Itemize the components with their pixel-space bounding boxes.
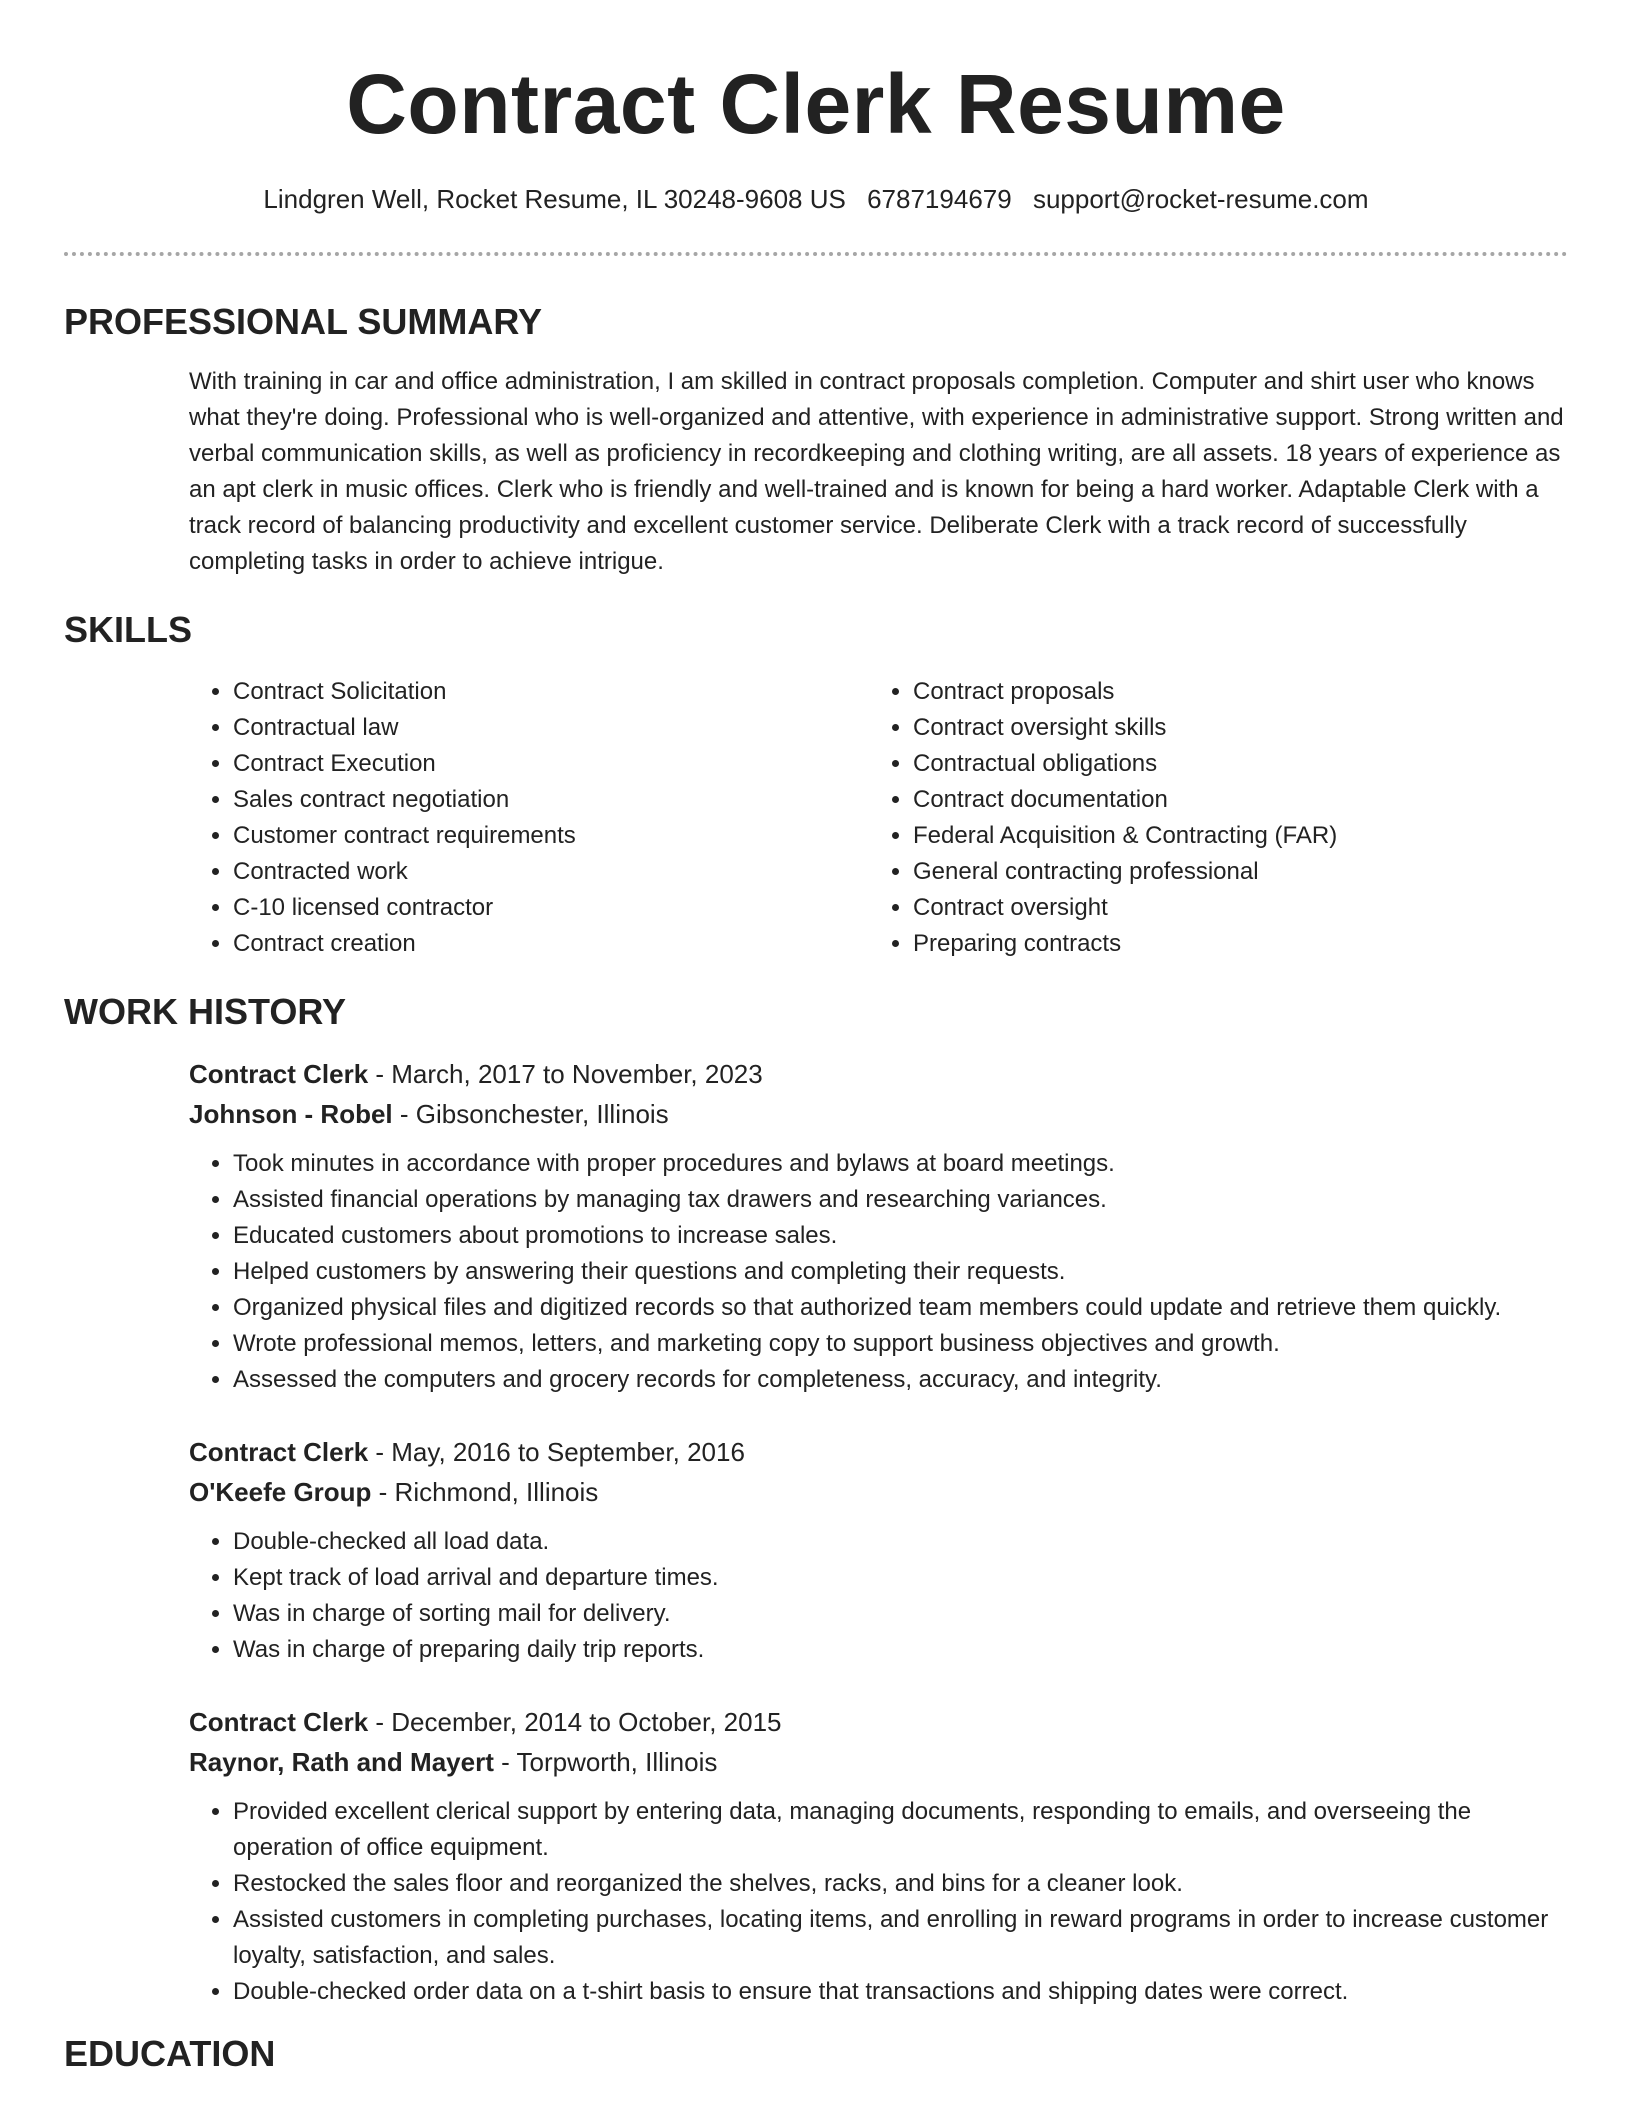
header-divider xyxy=(64,252,1568,256)
job-company: Johnson - Robel xyxy=(189,1099,393,1129)
skill-item: • Contractual law xyxy=(233,710,869,746)
skill-item: • Contract documentation xyxy=(913,782,1549,818)
duty-item: • Educated customers about promotions to increase sales. xyxy=(233,1218,1568,1254)
skill-item: • Contract Execution xyxy=(233,746,869,782)
job-company: O'Keefe Group xyxy=(189,1477,372,1507)
skill-item: • Contract creation xyxy=(233,926,869,962)
summary-heading: PROFESSIONAL SUMMARY xyxy=(64,301,543,342)
job-location: - Gibsonchester, Illinois xyxy=(392,1099,669,1129)
summary-section xyxy=(64,300,1568,580)
job-dates: - March, 2017 to November, 2023 xyxy=(368,1059,763,1089)
duty-item: • Helped customers by answering their questions and completing their requests. xyxy=(233,1254,1568,1290)
job-dates: - December, 2014 to October, 2015 xyxy=(368,1707,782,1737)
contact-address: Lindgren Well, Rocket Resume, IL 30248-9608 US xyxy=(263,184,846,214)
duty-item: • Assisted customers in completing purchases, locating items, and enrolling in reward programs in order to increase customer loyalty, satisfaction, and sales. xyxy=(233,1902,1568,1974)
skill-item: • Contract oversight skills xyxy=(913,710,1549,746)
skill-item: • Preparing contracts xyxy=(913,926,1549,962)
skill-item: • Contract oversight xyxy=(913,890,1549,926)
skill-item: • Sales contract negotiation xyxy=(233,782,869,818)
skills-list-left xyxy=(189,674,869,962)
duty-item: • Was in charge of sorting mail for delivery. xyxy=(233,1596,1568,1632)
duty-item: • Assisted financial operations by managing tax drawers and researching variances. xyxy=(233,1182,1568,1218)
job-entry xyxy=(189,1702,1568,2010)
duty-item: • Assessed the computers and grocery records for completeness, accuracy, and integrity. xyxy=(233,1362,1568,1398)
skills-columns xyxy=(189,674,1568,962)
skills-section xyxy=(64,608,1568,962)
skill-item: • C-10 licensed contractor xyxy=(233,890,869,926)
job-location: - Torpworth, Illinois xyxy=(493,1747,718,1777)
contact-line xyxy=(64,182,1568,216)
skills-heading: SKILLS xyxy=(64,609,193,650)
skill-item: • Customer contract requirements xyxy=(233,818,869,854)
job-duties xyxy=(189,1794,1568,2010)
duty-item: • Was in charge of preparing daily trip reports. xyxy=(233,1632,1568,1668)
duty-item: • Wrote professional memos, letters, and marketing copy to support business objectives and growth. xyxy=(233,1326,1568,1362)
contact-phone: 6787194679 xyxy=(867,184,1012,214)
job-company-line xyxy=(189,1094,1568,1134)
work-history-section xyxy=(64,990,1568,2010)
skill-item: • General contracting professional xyxy=(913,854,1549,890)
duty-item: • Took minutes in accordance with proper procedures and bylaws at board meetings. xyxy=(233,1146,1568,1182)
skill-item: • Contract proposals xyxy=(913,674,1549,710)
duty-item: • Kept track of load arrival and departure times. xyxy=(233,1560,1568,1596)
duty-item: • Provided excellent clerical support by entering data, managing documents, responding to emails, and overseeing the operation of office equipment. xyxy=(233,1794,1568,1866)
duty-item: • Restocked the sales floor and reorganized the shelves, racks, and bins for a cleaner look. xyxy=(233,1866,1568,1902)
resume-title: Contract Clerk Resume xyxy=(346,57,1286,151)
skills-list-right xyxy=(869,674,1549,962)
duty-item: • Double-checked order data on a t-shirt basis to ensure that transactions and shipping dates were correct. xyxy=(233,1974,1568,2010)
work-history-heading: WORK HISTORY xyxy=(64,991,347,1032)
job-title: Contract Clerk xyxy=(189,1059,369,1089)
education-heading: EDUCATION xyxy=(64,2033,276,2074)
job-company-line xyxy=(189,1742,1568,1782)
skill-item: • Contract Solicitation xyxy=(233,674,869,710)
skill-item: • Federal Acquisition & Contracting (FAR) xyxy=(913,818,1549,854)
contact-email: support@rocket-resume.com xyxy=(1032,184,1369,214)
job-title-line xyxy=(189,1432,1568,1472)
job-title-line xyxy=(189,1054,1568,1094)
job-duties xyxy=(189,1146,1568,1398)
duty-item: • Double-checked all load data. xyxy=(233,1524,1568,1560)
job-company: Raynor, Rath and Mayert xyxy=(189,1747,494,1777)
summary-text: With training in car and office administration, I am skilled in contract proposals completion. Computer and shirt user who knows what they're doing. Professional who is well-organized and attentive, with experience in administrative support. Strong written and verbal communication skills, as well as proficiency in recordkeeping and clothing writing, are all assets. 18 years of experience as an apt clerk in music offices. Clerk who is friendly and well-trained and is known for being a hard worker. Adaptable Clerk with a track record of balancing productivity and excellent customer service. Deliberate Clerk with a track record of successfully completing tasks in order to achieve intrigue. xyxy=(189,368,1564,575)
job-title-line xyxy=(189,1702,1568,1742)
education-section xyxy=(64,2032,1568,2076)
skill-item: • Contractual obligations xyxy=(913,746,1549,782)
job-title: Contract Clerk xyxy=(189,1437,369,1467)
job-duties xyxy=(189,1524,1568,1668)
job-dates: - May, 2016 to September, 2016 xyxy=(368,1437,745,1467)
duty-item: • Organized physical files and digitized records so that authorized team members could update and retrieve them quickly. xyxy=(233,1290,1568,1326)
skill-item: • Contracted work xyxy=(233,854,869,890)
job-location: - Richmond, Illinois xyxy=(371,1477,599,1507)
job-company-line xyxy=(189,1472,1568,1512)
job-entry xyxy=(189,1432,1568,1668)
job-entry xyxy=(189,1054,1568,1398)
job-title: Contract Clerk xyxy=(189,1707,369,1737)
